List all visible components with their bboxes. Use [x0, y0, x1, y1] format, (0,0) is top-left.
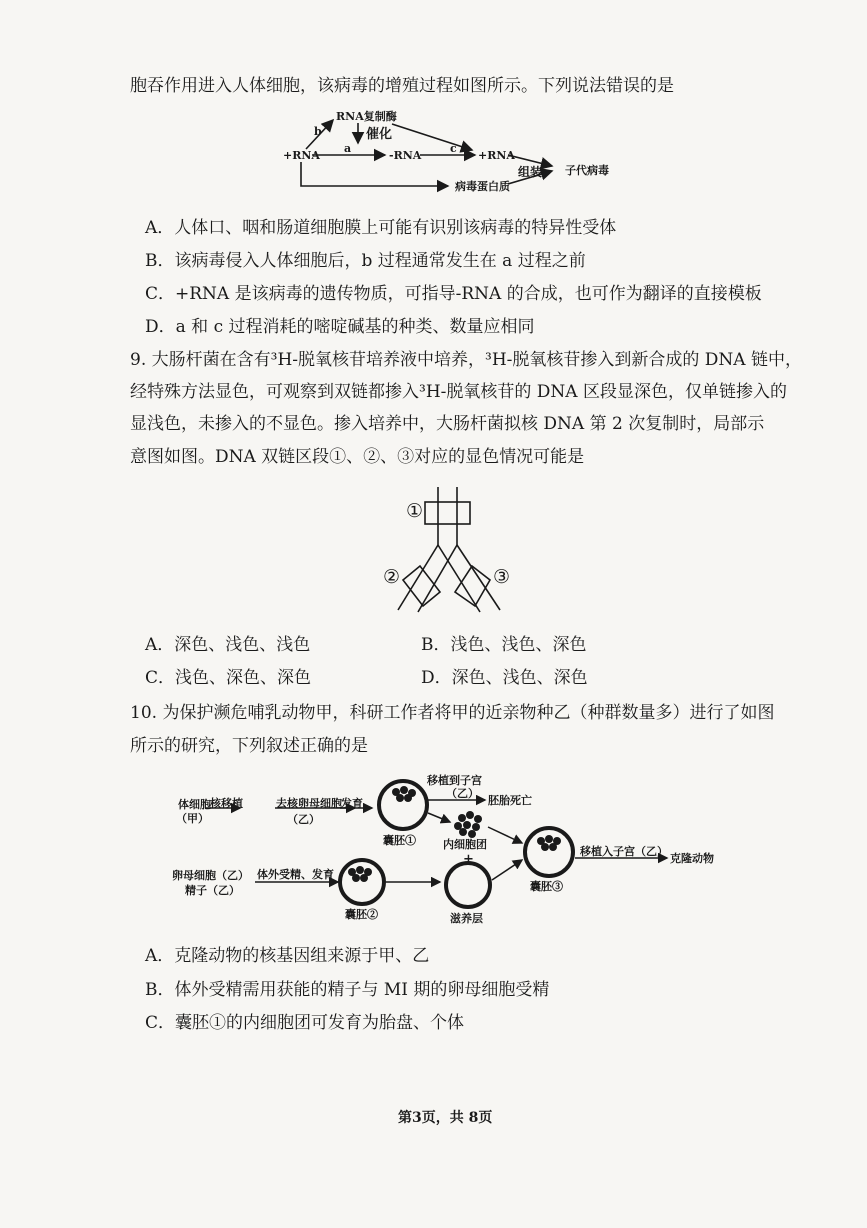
blastocyst-3-label: 囊胚③: [530, 880, 563, 893]
blastocyst-1-label: 囊胚①: [383, 834, 416, 847]
transplant-uterus-label: 移植到子宫: [427, 774, 482, 787]
somatic-cell-label: 体细胞: [178, 798, 211, 811]
q10-option-a: A．克隆动物的核基因组来源于甲、乙: [145, 946, 430, 966]
species-yi-label-1: （乙）: [287, 813, 320, 826]
q10-option-c: C．囊胚①的内细胞团可发育为胎盘、个体: [145, 1013, 465, 1033]
progeny-label: 子代病毒: [565, 164, 609, 177]
q9-line-3: 显浅色，未掺入的不显色。掺入培养中，大肠杆菌拟核 DNA 第 2 次复制时，局部示: [130, 414, 765, 434]
q9-option-d: D．深色、浅色、深色: [421, 668, 588, 688]
q10-option-b: B．体外受精需用获能的精子与 MI 期的卵母细胞受精: [145, 980, 550, 1000]
question-8-stem: 胞吞作用进入人体细胞，该病毒的增殖过程如图所示。下列说法错误的是: [130, 76, 674, 96]
label-region-2: ②: [383, 566, 401, 588]
species-jia-label: （甲）: [176, 812, 209, 825]
cloned-animal-label: 克隆动物: [670, 852, 714, 865]
minus-rna: -RNA: [389, 149, 422, 162]
embryo-death-label: 胚胎死亡: [488, 794, 532, 807]
q8-option-d: D．a 和 c 过程消耗的嘧啶碱基的种类、数量应相同: [145, 317, 535, 337]
blastocyst-2-label: 囊胚②: [345, 908, 378, 921]
b-label: b: [314, 125, 322, 138]
enucleated-oocyte-label: 去核卵母细胞: [276, 797, 342, 810]
q9-option-a: A．深色、浅色、浅色: [145, 635, 311, 655]
page-footer: 第3页，共 8页: [398, 1110, 493, 1126]
label-region-1: ①: [406, 500, 424, 522]
q9-line-2: 经特殊方法显色，可观察到双链都掺入³H-脱氧核苷的 DNA 区段显深色，仅单链掺入的: [130, 382, 787, 402]
transplant-right-label: 移植入子宫（乙）: [580, 845, 668, 858]
q9-option-c: C．浅色、深色、深色: [145, 668, 312, 688]
species-yi-label-2: （乙）: [446, 787, 479, 800]
q9-option-b: B．浅色、浅色、深色: [421, 635, 587, 655]
q10-line-1: 10. 为保护濒危哺乳动物甲，科研工作者将甲的近亲物种乙（种群数量多）进行了如图: [130, 703, 775, 723]
catalyze-label: 催化: [366, 127, 393, 142]
a-label: a: [344, 142, 352, 155]
inner-cell-mass-label: 内细胞团: [443, 838, 487, 851]
q8-option-c: C．+RNA 是该病毒的遗传物质，可指导-RNA 的合成，也可作为翻译的直接模板: [145, 284, 762, 304]
plus-sign: +: [463, 852, 474, 867]
q9-line-4: 意图如图。DNA 双链区段①、②、③对应的显色情况可能是: [130, 447, 585, 467]
ivf-label: 体外受精、发育: [257, 868, 334, 881]
c-label: c: [450, 142, 457, 155]
assemble-label: 组装: [518, 165, 543, 179]
q9-line-1: 9. 大肠杆菌在含有³H-脱氧核苷培养液中培养，³H-脱氧核苷掺入到新合成的 DNA 链中，: [130, 350, 802, 370]
q8-option-b: B．该病毒侵入人体细胞后，b 过程通常发生在 a 过程之前: [145, 251, 586, 271]
q10-line-2: 所示的研究，下列叙述正确的是: [130, 736, 368, 756]
nuclear-transfer-label: 核移植: [210, 797, 243, 810]
protein-label: 病毒蛋白质: [455, 180, 510, 193]
trophoblast-label: 滋养层: [450, 912, 483, 925]
plus-rna-right: +RNA: [478, 149, 515, 162]
rdrp-label: RNA复制酶: [336, 110, 397, 123]
develop-label: 发育: [341, 797, 363, 810]
sperm-label: 精子（乙）: [185, 884, 240, 897]
label-region-3: ③: [493, 566, 511, 588]
q8-option-a: A．人体口、咽和肠道细胞膜上可能有识别该病毒的特异性受体: [145, 218, 617, 238]
oocyte-label: 卵母细胞（乙）: [172, 869, 249, 882]
plus-rna-left: +RNA: [283, 149, 320, 162]
